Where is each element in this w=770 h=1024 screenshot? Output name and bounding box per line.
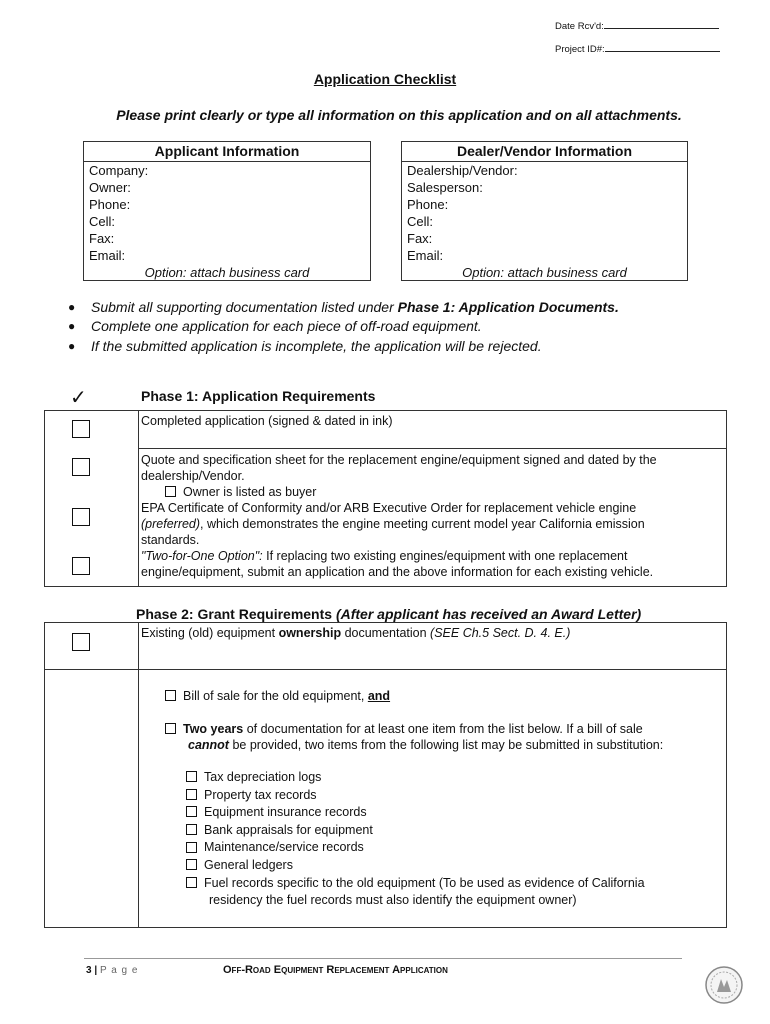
applicant-cell-field[interactable]: Cell: bbox=[89, 214, 116, 229]
phase2-checkbox-ownership[interactable] bbox=[72, 633, 90, 651]
dealer-heading: Dealer/Vendor Information bbox=[402, 142, 687, 162]
phase1-table bbox=[44, 410, 727, 587]
phase1-checkbox-epa[interactable] bbox=[72, 508, 90, 526]
project-id-field: Project ID#: bbox=[555, 42, 720, 55]
instruction-text: Please print clearly or type all information on this application and on all attachments. bbox=[116, 107, 682, 123]
page-title: Application Checklist bbox=[313, 71, 457, 87]
applicant-fax-field[interactable]: Fax: bbox=[89, 231, 115, 246]
documentation-list: Tax depreciation logs Property tax records Equipment insurance records Bank appraisals for equipment Maintenance/service records General ledgers Fuel records specific to the old equipment (To be used as evidence of California residency the fuel records must also identify the equipment owner) bbox=[186, 769, 645, 910]
list-item: General ledgers bbox=[186, 857, 645, 875]
applicant-info-box bbox=[83, 141, 371, 281]
bullet-submit-docs: ● Submit all supporting documentation listed under Phase 1: Application Documents. bbox=[68, 299, 619, 315]
checkmark-icon: ✓ bbox=[70, 387, 87, 409]
list-item: Property tax records bbox=[186, 787, 645, 805]
phase2-table bbox=[44, 622, 727, 928]
phase1-checkbox-two-for-one[interactable] bbox=[72, 557, 90, 575]
list-item: Equipment insurance records bbox=[186, 804, 645, 822]
applicant-owner-field[interactable]: Owner: bbox=[89, 180, 131, 195]
dealer-salesperson-field[interactable]: Salesperson: bbox=[407, 180, 483, 195]
dealer-option-note: Option: attach business card bbox=[462, 265, 627, 280]
applicant-company-field[interactable]: Company: bbox=[89, 163, 149, 178]
list-item: Maintenance/service records bbox=[186, 839, 645, 857]
phase2-title: Phase 2: Grant Requirements (After applicant has received an Award Letter) bbox=[136, 606, 642, 622]
bullet-incomplete-rejected: ● If the submitted application is incomplete, the application will be rejected. bbox=[68, 338, 542, 354]
bill-of-sale-checkbox[interactable] bbox=[165, 690, 176, 701]
phase2-row-ownership: Existing (old) equipment ownership documentation (SEE Ch.5 Sect. D. 4. E.) bbox=[141, 626, 571, 640]
list-item: Fuel records specific to the old equipment (To be used as evidence of California bbox=[186, 875, 645, 893]
dealer-email-field[interactable]: Email: bbox=[407, 248, 444, 263]
dealer-fax-field[interactable]: Fax: bbox=[407, 231, 433, 246]
page-number: 3 | P a g e bbox=[86, 965, 139, 976]
list-item: Bank appraisals for equipment bbox=[186, 822, 645, 840]
applicant-email-field[interactable]: Email: bbox=[89, 248, 126, 263]
date-received-field: Date Rcv'd: bbox=[555, 19, 719, 32]
applicant-phone-field[interactable]: Phone: bbox=[89, 197, 131, 212]
dealer-info-box bbox=[401, 141, 688, 281]
dealer-cell-field[interactable]: Cell: bbox=[407, 214, 434, 229]
dealer-phone-field[interactable]: Phone: bbox=[407, 197, 449, 212]
dealer-vendor-field[interactable]: Dealership/Vendor: bbox=[407, 163, 518, 178]
applicant-heading: Applicant Information bbox=[84, 142, 370, 162]
phase1-title: Phase 1: Application Requirements bbox=[141, 388, 376, 404]
phase1-row-application: Completed application (signed & dated in ink) bbox=[141, 414, 393, 428]
bullet-one-application: ● Complete one application for each piece of off-road equipment. bbox=[68, 318, 482, 334]
two-years-checkbox[interactable] bbox=[165, 723, 176, 734]
applicant-option-note: Option: attach business card bbox=[144, 265, 310, 280]
seal-logo bbox=[704, 965, 744, 1005]
footer-doc-title: Off-Road Equipment Replacement Application bbox=[223, 964, 448, 976]
owner-buyer-checkbox[interactable] bbox=[165, 486, 176, 497]
bill-of-sale-option: Bill of sale for the old equipment, and bbox=[165, 688, 390, 704]
phase1-row-quote: Quote and specification sheet for the replacement engine/equipment signed and dated by the dealership/Vendor. Owner is listed as buyer EPA Certificate of Conformity and/or ARB Executive Order for replacement vehicle engine (preferred), which demonstrates the engine meeting current model year California emission standards. "Two-for-One Option": If replacing two existing engines/equipment with one replacement engine/equipment, submit an application and the above information for each existing vehicle. bbox=[141, 453, 657, 579]
list-item: Tax depreciation logs bbox=[186, 769, 645, 787]
phase1-checkbox-quote[interactable] bbox=[72, 458, 90, 476]
two-years-option: Two years of documentation for at least one item from the list below. If a bill of sale cannot be provided, two items from the following list may be submitted in substitution: bbox=[165, 721, 725, 753]
phase1-checkbox-application[interactable] bbox=[72, 420, 90, 438]
